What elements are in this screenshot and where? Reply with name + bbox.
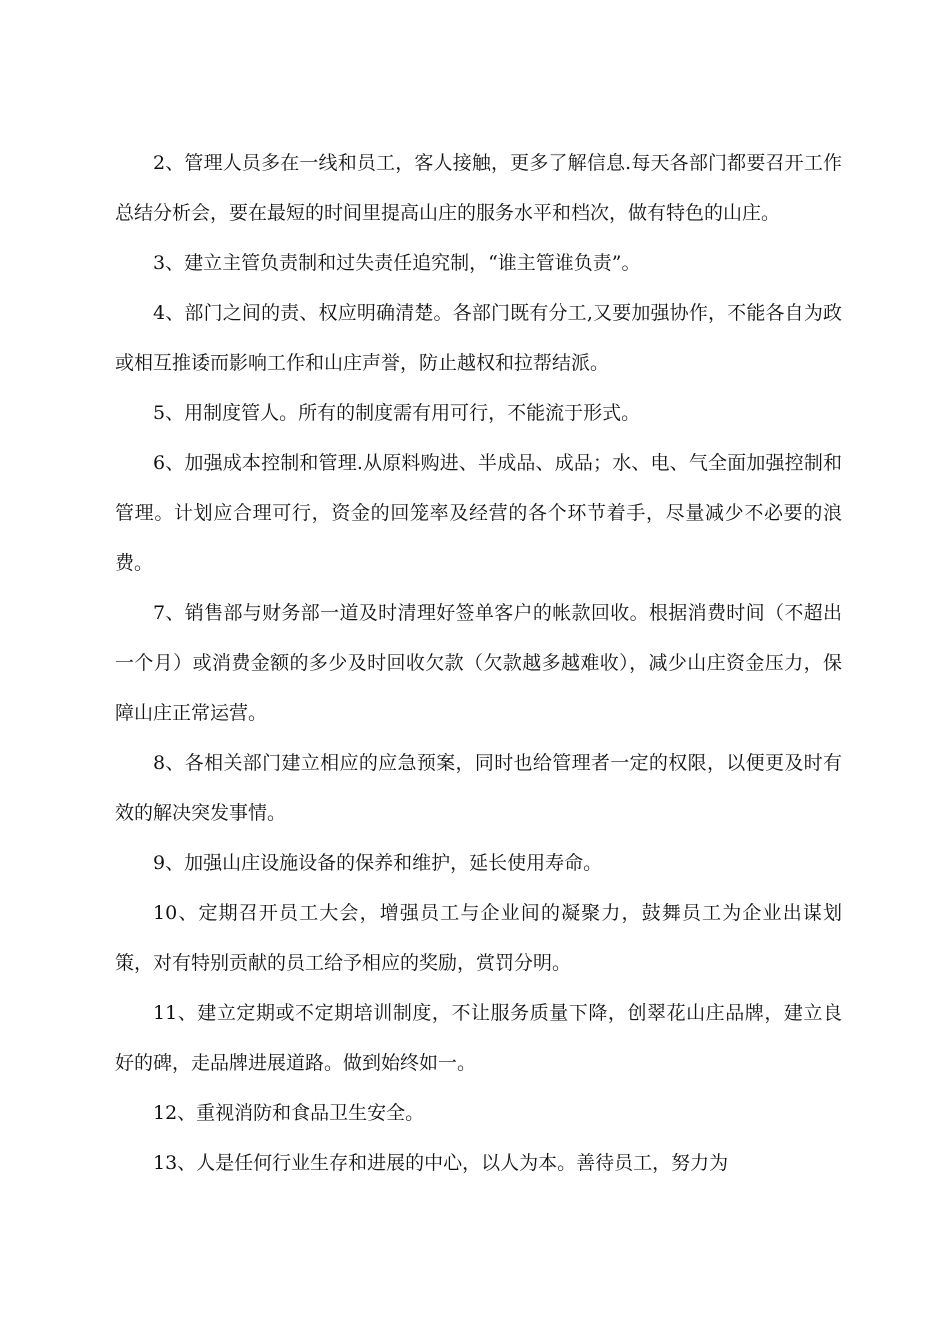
- paragraph-13: 13、人是任何行业生存和进展的中心，以人为本。善待员工，努力为: [153, 1152, 729, 1174]
- paragraph-12: 12、重视消防和食品卫生安全。: [153, 1102, 425, 1124]
- paragraph-2: 2、管理人员多在一线和员工，客人接触，更多了解信息.每天各部门都要召开工作总结分析会，要在最短的时间里提高山庄的服务水平和档次，做有特色的山庄。: [115, 152, 842, 224]
- paragraph-7: 7、销售部与财务部一道及时清理好签单客户的帐款回收。根据消费时间（不超出一个月）或消费金额的多少及时回收欠款（欠款越多越难收），减少山庄资金压力，保障山庄正常运营。: [115, 602, 842, 724]
- paragraph-9: 9、加强山庄设施设备的保养和维护，延长使用寿命。: [153, 852, 603, 874]
- paragraph-8: 8、各相关部门建立相应的应急预案，同时也给管理者一定的权限，以便更及时有效的解决突发事情。: [115, 752, 842, 824]
- paragraph-5: 5、用制度管人。所有的制度需有用可行，不能流于形式。: [153, 402, 641, 424]
- paragraph-11: 11、建立定期或不定期培训制度，不让服务质量下降，创翠花山庄品牌，建立良好的碑，走品牌进展道路。做到始终如一。: [115, 1002, 842, 1074]
- paragraph-6: 6、加强成本控制和管理.从原料购进、半成品、成品；水、电、气全面加强控制和管理。计划应合理可行，资金的回笼率及经营的各个环节着手，尽量减少不必要的浪费。: [115, 452, 842, 574]
- paragraph-10: 10、定期召开员工大会，增强员工与企业间的凝聚力，鼓舞员工为企业出谋划策，对有特别贡献的员工给予相应的奖励，赏罚分明。: [115, 902, 842, 974]
- paragraph-4: 4、部门之间的责、权应明确清楚。各部门既有分工,又要加强协作，不能各自为政或相互推诿而影响工作和山庄声誉，防止越权和拉帮结派。: [115, 302, 842, 374]
- paragraph-3: 3、建立主管负责制和过失责任追究制，“谁主管谁负责”。: [153, 252, 641, 274]
- document-body: [115, 138, 842, 1188]
